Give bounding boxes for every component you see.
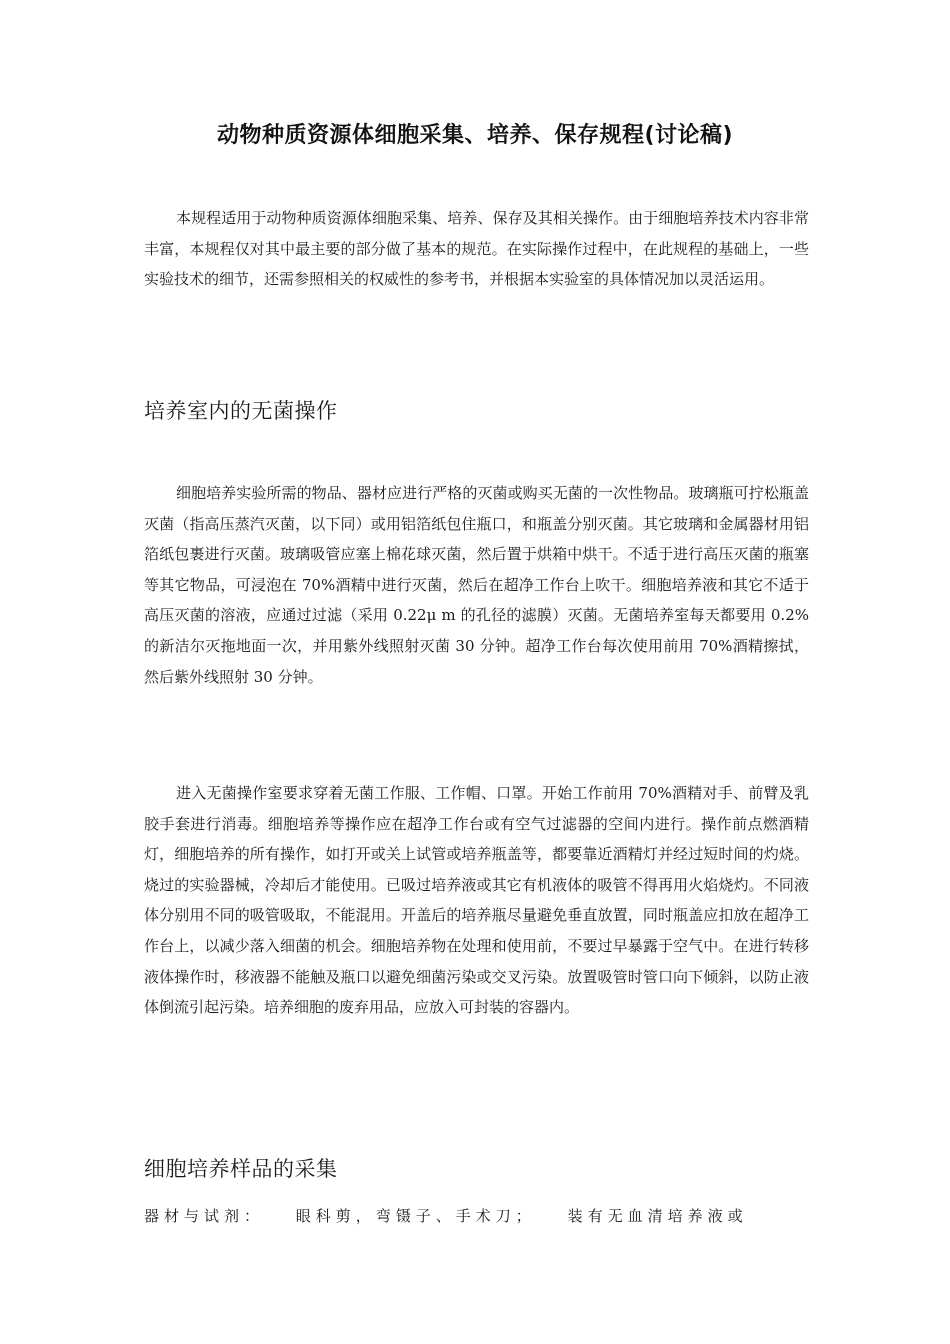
intro-paragraph: 本规程适用于动物种质资源体细胞采集、培养、保存及其相关操作。由于细胞培养技术内容非常丰富，本规程仅对其中最主要的部分做了基本的规范。在实际操作过程中，在此规程的基础上，一些实验技术的细节，还需参照相关的权威性的参考书，并根据本实验室的具体情况加以灵活运用。 [144, 209, 809, 289]
document-title: 动物种质资源体细胞采集、培养、保存规程(讨论稿) [216, 123, 734, 148]
equipment-line [144, 1205, 809, 1226]
aseptic-paragraph-1: 细胞培养实验所需的物品、器材应进行严格的灭菌或购买无菌的一次性物品。玻璃瓶可拧松瓶盖灭菌（指高压蒸汽灭菌，以下同）或用铝箔纸包住瓶口，和瓶盖分别灭菌。其它玻璃和金属器材用铝箔纸包裹进行灭菌。玻璃吸管应塞上棉花球灭菌，然后置于烘箱中烘干。不适于进行高压灭菌的瓶塞等其它物品，可浸泡在 70%酒精中进行灭菌，然后在超净工作台上吹干。细胞培养液和其它不适于高压灭菌的溶液，应通过过滤（采用 0.22μ m 的孔径的滤膜）灭菌。无菌培养室每天都要用 0.2%的新洁尔灭拖地面一次，并用紫外线照射灭菌 30 分钟。超净工作台每次使用前用 70%酒精擦拭，然后紫外线照射 30 分钟。 [144, 484, 809, 686]
section-heading-sampling: 细胞培养样品的采集 [144, 1157, 338, 1181]
equipment-continued: 装有无血清培养液或 [567, 1207, 748, 1225]
equipment-label: 器材与试剂： [144, 1207, 265, 1225]
aseptic-paragraph-2: 进入无菌操作室要求穿着无菌工作服、工作帽、口罩。开始工作前用 70%酒精对手、前臂及乳胶手套进行消毒。细胞培养等操作应在超净工作台或有空气过滤器的空间内进行。操作前点燃酒精灯，细胞培养的所有操作，如打开或关上试管或培养瓶盖等，都要靠近酒精灯并经过短时间的灼烧。烧过的实验器械，冷却后才能使用。已吸过培养液或其它有机液体的吸管不得再用火焰烧灼。不同液体分别用不同的吸管吸取，不能混用。开盖后的培养瓶尽量避免垂直放置，同时瓶盖应扣放在超净工作台上，以减少落入细菌的机会。细胞培养物在处理和使用前，不要过早暴露于空气中。在进行转移液体操作时，移液器不能触及瓶口以避免细菌污染或交叉污染。放置吸管时管口向下倾斜，以防止液体倒流引起污染。培养细胞的废弃用品，应放入可封装的容器内。 [144, 784, 809, 1017]
equipment-items: 眼科剪，弯镊子、手术刀； [295, 1207, 536, 1225]
section-heading-aseptic: 培养室内的无菌操作 [144, 399, 338, 423]
